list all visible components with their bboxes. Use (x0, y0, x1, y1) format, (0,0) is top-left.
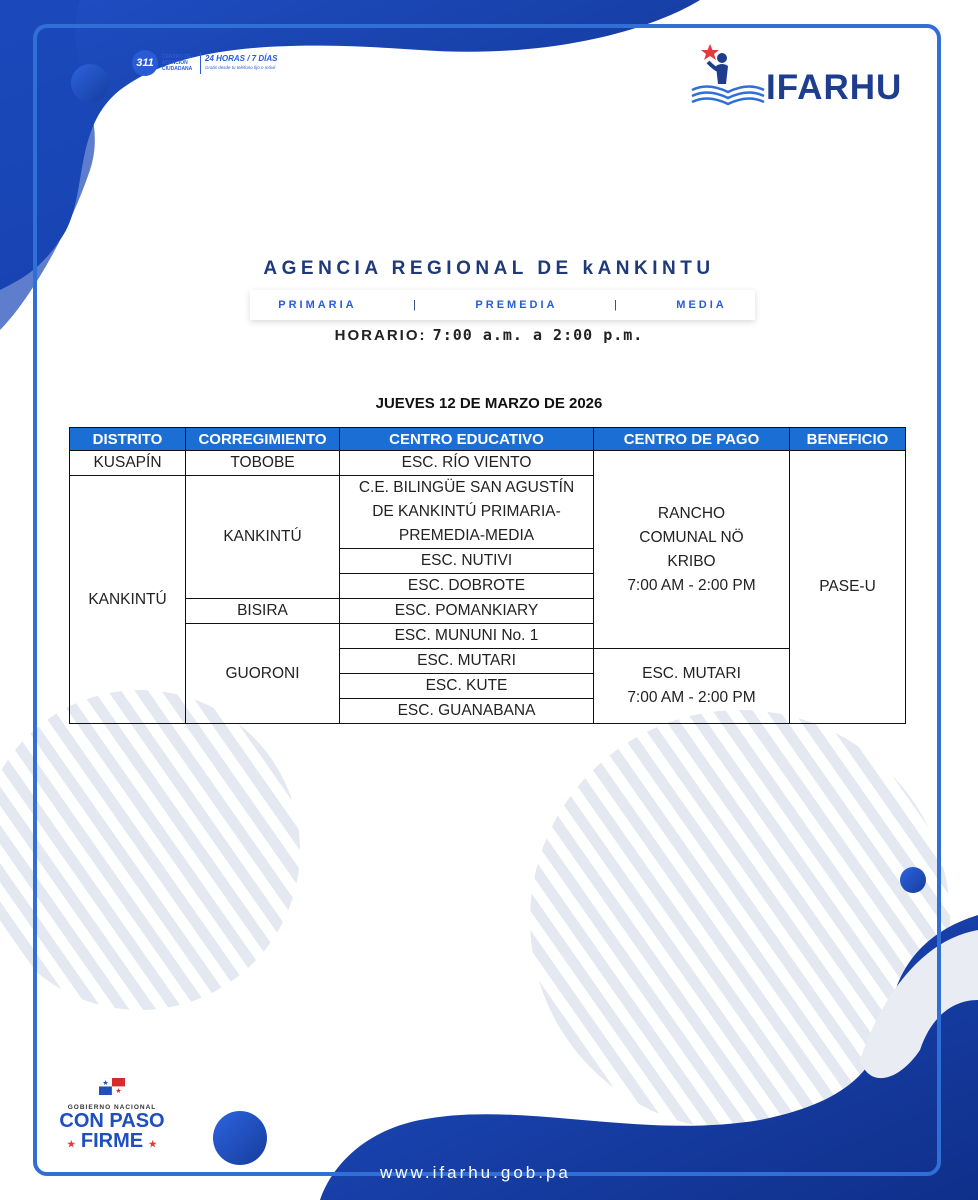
311-number: 311 (132, 50, 158, 76)
pago-cell (594, 451, 790, 649)
horario-label: HORARIO: (334, 327, 427, 344)
star-icon: ★ (67, 1139, 76, 1149)
horario-value: 7:00 a.m. a 2:00 p.m. (432, 326, 644, 344)
table-row (70, 451, 906, 476)
level-separator: | (613, 299, 620, 311)
payment-schedule-table (69, 427, 906, 724)
pago-cell (594, 649, 790, 724)
pago-hours: 7:00 AM - 2:00 PM (627, 689, 756, 706)
star-icon: ★ (148, 1139, 157, 1149)
schedule-hours (0, 326, 978, 344)
corregimiento-cell: GUORONI (186, 624, 340, 724)
level-premedia: PREMEDIA (475, 299, 558, 311)
level-media: MEDIA (676, 299, 727, 311)
gob-line2-text: FIRME (80, 1130, 144, 1152)
centro-cell: C.E. BILINGÜE SAN AGUSTÍN DE KANKINTÚ PRIMARIA-PREMEDIA-MEDIA (340, 476, 594, 549)
gobierno-nacional-logo (52, 1078, 172, 1154)
header-corregimiento: CORREGIMIENTO (186, 428, 340, 451)
level-primaria: PRIMARIA (278, 299, 357, 311)
badge-separator (200, 52, 201, 74)
centro-cell: ESC. POMANKIARY (340, 599, 594, 624)
distrito-cell: KANKINTÚ (70, 476, 186, 724)
distrito-cell: KUSAPÍN (70, 451, 186, 476)
corregimiento-cell: BISIRA (186, 599, 340, 624)
beneficio-cell: PASE-U (790, 451, 906, 724)
311-caption: CENTRO DE ATENCIÓN CIUDADANA (162, 54, 193, 72)
hours-title: 24 HORAS / 7 DÍAS (205, 54, 278, 63)
hours-info (205, 54, 277, 72)
header-centro-pago: CENTRO DE PAGO (594, 428, 790, 451)
hours-sub: Gratis desde tu teléfono fijo o móvil (205, 65, 276, 70)
centro-cell: ESC. MUNUNI No. 1 (340, 624, 594, 649)
ifarhu-logo-text: IFARHU (766, 68, 903, 107)
centro-cell: ESC. RÍO VIENTO (340, 451, 594, 476)
corregimiento-cell: TOBOBE (186, 451, 340, 476)
centro-cell: ESC. KUTE (340, 674, 594, 699)
schedule-date: JUEVES 12 DE MARZO DE 2026 (375, 395, 603, 412)
pago-hours: 7:00 AM - 2:00 PM (627, 576, 756, 594)
panama-flag-icon (99, 1078, 125, 1095)
centro-cell: ESC. NUTIVI (340, 549, 594, 574)
centro-cell: ESC. MUTARI (340, 649, 594, 674)
gob-line2 (52, 1131, 172, 1154)
centro-cell: ESC. DOBROTE (340, 574, 594, 599)
table-header-row (70, 428, 906, 451)
corregimiento-cell: KANKINTÚ (186, 476, 340, 599)
pago-name: ESC. MUTARI (642, 665, 741, 682)
agency-title: AGENCIA REGIONAL DE kANKINTU (263, 258, 715, 279)
education-levels (250, 290, 755, 320)
centro-cell: ESC. GUANABANA (340, 699, 594, 724)
header-beneficio: BENEFICIO (790, 428, 906, 451)
pago-name: RANCHO COMUNAL NÖ KRIBO (639, 504, 744, 570)
gob-small-text: GOBIERNO NACIONAL (67, 1104, 157, 1111)
header-distrito: DISTRITO (70, 428, 186, 451)
gob-line1: CON PASO (59, 1110, 165, 1132)
website-url: www.ifarhu.gob.pa (380, 1163, 571, 1182)
311-badge (132, 46, 277, 80)
level-separator: | (413, 299, 419, 311)
header-centro-educativo: CENTRO EDUCATIVO (340, 428, 594, 451)
